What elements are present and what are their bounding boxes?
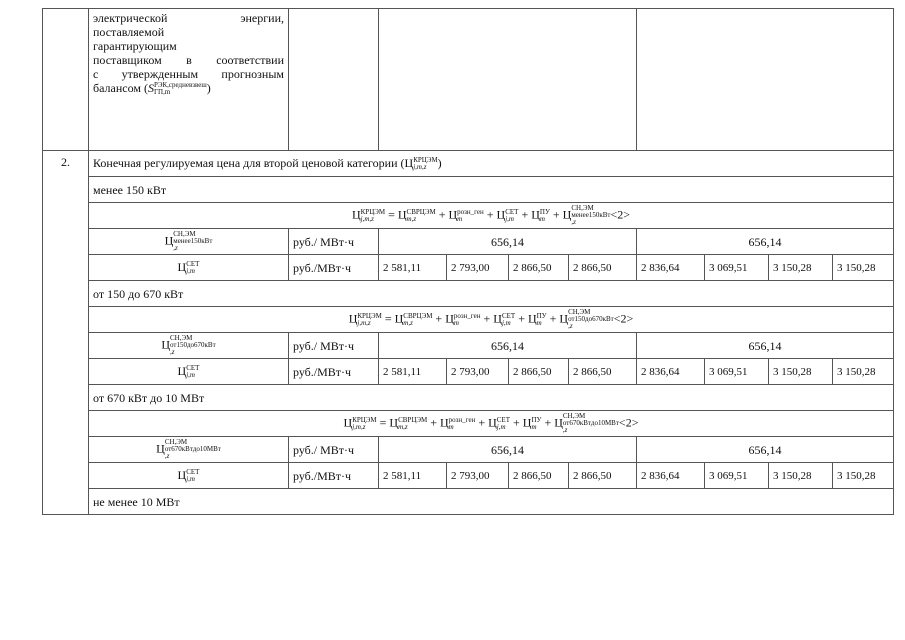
empty-cell [379,9,637,151]
section-title-row [43,177,894,203]
value-cell: 2 866,50 [569,359,637,385]
sn-symbol: Ц СН,ЭМ от670кВтдо10МВт ,z [89,437,289,463]
set-symbol: Ц СЕТ j,m [89,255,289,281]
value-cell: 2 793,00 [447,255,509,281]
sn-row [43,437,894,463]
value-cell: 3 150,28 [769,359,833,385]
value-cell: 3 150,28 [833,359,894,385]
section-title: менее 150 кВт [89,177,894,203]
section-title-row [43,385,894,411]
section-title: от 150 до 670 кВт [89,281,894,307]
sn-value-left: 656,14 [379,229,637,255]
empty-cell [289,9,379,151]
section-title-row [43,489,894,515]
value-cell: 3 150,28 [833,463,894,489]
section-title: не менее 10 МВт [89,489,894,515]
set-row [43,255,894,281]
set-row [43,359,894,385]
unit: руб./МВт·ч [289,255,379,281]
set-symbol: Ц СЕТ j,m [89,359,289,385]
set-symbol: Ц СЕТ j,m [89,463,289,489]
sn-value-left: 656,14 [379,333,637,359]
value-cell: 2 581,11 [379,359,447,385]
value-cell: 3 150,28 [833,255,894,281]
formula-row [43,307,894,333]
value-cell: 3 069,51 [705,255,769,281]
sn-symbol: Ц СН,ЭМ менее150кВт ,z [89,229,289,255]
sn-row [43,333,894,359]
item-number: 2. [43,151,89,515]
continuation-row [43,9,894,151]
value-cell: 3 150,28 [769,463,833,489]
section-title-row [43,281,894,307]
item-title-cell [89,151,894,177]
value-cell: 3 150,28 [769,255,833,281]
value-cell: 2 836,64 [637,255,705,281]
balance-symbol: (S РЭК,средневзвеш ГП,m ) [143,81,211,97]
desc-line: поставляемой [93,25,165,39]
value-cell: 2 581,11 [379,255,447,281]
sn-value-left: 656,14 [379,437,637,463]
formula: Ц КРЦЭМ j,m,z = Ц СВРЦЭМ m,z + Ц розн_ген m + Ц СЕТ j,m + Ц ПУ m + Ц СН,ЭМ от670кВтдо10МВт ,z <2> [89,411,894,437]
value-cell: 3 069,51 [705,359,769,385]
section-title: от 670 кВт до 10 МВт [89,385,894,411]
unit: руб./ МВт·ч [289,333,379,359]
description-cell [89,9,289,151]
value-cell: 2 836,64 [637,463,705,489]
item-row [43,151,894,177]
value-cell: 2 836,64 [637,359,705,385]
desc-line-with-symbol: балансом (S РЭК,средневзвеш ГП,m ) [93,81,211,97]
unit: руб./МВт·ч [289,359,379,385]
set-row [43,463,894,489]
formula-row [43,203,894,229]
value-cell: 2 866,50 [569,463,637,489]
value-cell: 2 866,50 [509,463,569,489]
sn-symbol: Ц СН,ЭМ от150до670кВт ,z [89,333,289,359]
value-cell: 2 866,50 [569,255,637,281]
unit: руб./ МВт·ч [289,437,379,463]
value-cell: 2 581,11 [379,463,447,489]
value-cell: 2 793,00 [447,463,509,489]
empty-cell [637,9,894,151]
unit: руб./ МВт·ч [289,229,379,255]
desc-line: электрической энергии, [93,11,284,25]
item-title: Конечная регулируемая цена для второй ценовой категории [93,155,398,170]
value-cell: 2 866,50 [509,255,569,281]
item-symbol: (Ц КРЦЭМ j,m,z ) [400,155,442,172]
formula: Ц КРЦЭМ j,m,z = Ц СВРЦЭМ m,z + Ц розн_ген m + Ц СЕТ j,m + Ц ПУ m + Ц СН,ЭМ менее150кВт ,z <2> [89,203,894,229]
value-cell: 3 069,51 [705,463,769,489]
formula: Ц КРЦЭМ j,m,z = Ц СВРЦЭМ m,z + Ц розн_ген m + Ц СЕТ j,m + Ц ПУ m + Ц СН,ЭМ от150до670кВт ,z <2> [89,307,894,333]
formula-row [43,411,894,437]
sn-value-right: 656,14 [637,333,894,359]
desc-line: гарантирующим [93,39,177,53]
tariff-table [42,8,894,515]
sn-row [43,229,894,255]
desc-line: с утвержденным прогнозным [93,67,284,81]
unit: руб./МВт·ч [289,463,379,489]
sn-value-right: 656,14 [637,229,894,255]
desc-line: поставщиком в соответствии [93,53,284,67]
sn-value-right: 656,14 [637,437,894,463]
value-cell: 2 793,00 [447,359,509,385]
value-cell: 2 866,50 [509,359,569,385]
empty-number-cell [43,9,89,151]
